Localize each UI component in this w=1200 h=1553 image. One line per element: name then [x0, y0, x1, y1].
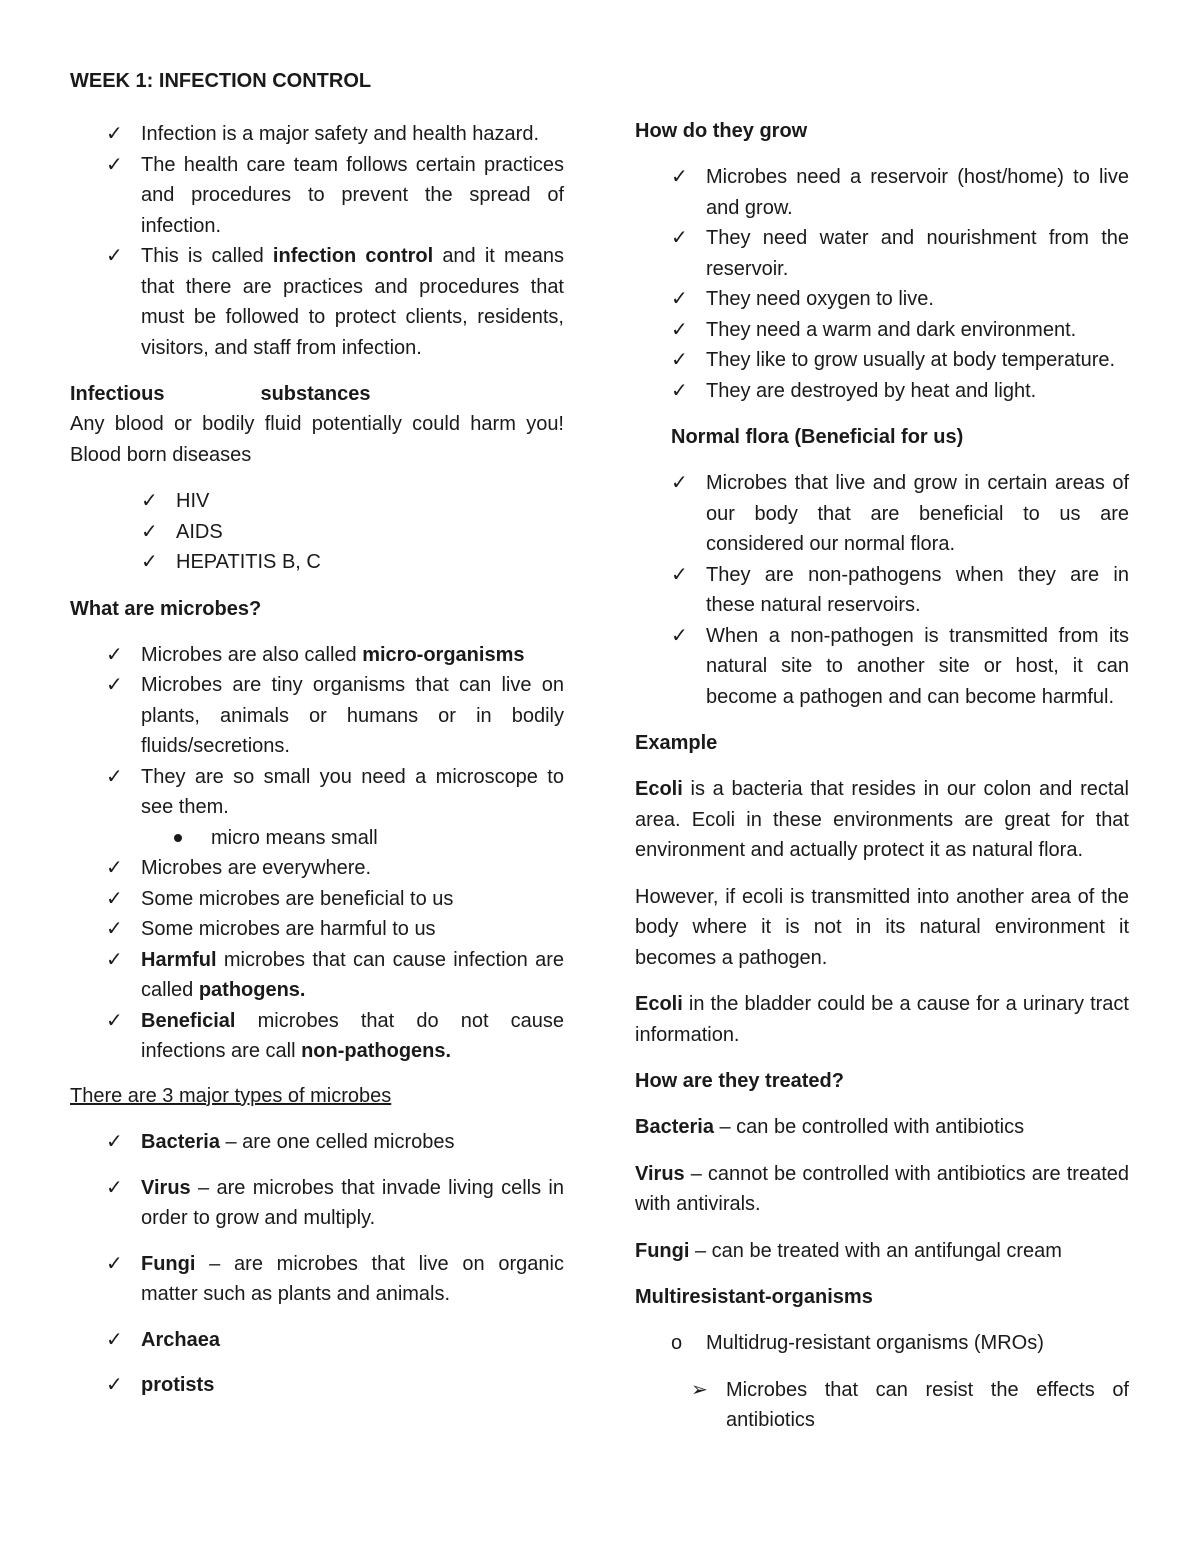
list-item: ✓ HEPATITIS B, C	[70, 547, 564, 578]
intro-list	[70, 119, 564, 363]
check-icon: ✓	[671, 624, 688, 647]
list-item: ✓ Infection is a major safety and health hazard.	[70, 119, 564, 150]
list-item: ✓ Some microbes are harmful to us	[70, 914, 564, 945]
check-icon: ✓	[106, 245, 123, 267]
list-item: ✓ Microbes are also called micro-organisms	[70, 640, 564, 671]
check-icon: ✓	[671, 227, 688, 249]
list-item: ✓ Archaea	[70, 1325, 564, 1356]
list-item: ✓ Microbes need a reservoir (host/home) to live and grow.	[635, 162, 1129, 223]
list-item: ✓ They need oxygen to live.	[635, 284, 1129, 315]
check-icon: ✓	[671, 472, 688, 494]
check-icon: ✓	[106, 1131, 123, 1153]
check-icon: ✓	[671, 349, 688, 371]
check-icon: ✓	[671, 318, 688, 341]
check-icon: ✓	[106, 153, 123, 176]
infectious-text: Any blood or bodily fluid potentially could harm you! Blood born diseases	[70, 413, 564, 466]
example-heading: Example	[635, 732, 718, 754]
example-paragraph: However, if ecoli is transmitted into another area of the body where it is not in its natural environment it becomes a pathogen.	[635, 885, 1129, 969]
bullet-icon	[174, 834, 182, 842]
microbes-heading: What are microbes?	[70, 597, 262, 620]
check-icon: ✓	[106, 643, 123, 666]
list-item: ✓ AIDS	[70, 517, 564, 548]
list-item: ✓ protists	[70, 1370, 564, 1401]
list-item: ✓ This is called infection control and it means that there are practices and procedures that must be followed to protect clients, residents, visitors, and staff from infection.	[70, 241, 564, 363]
list-item: ✓ They need water and nourishment from the reservoir.	[635, 223, 1129, 284]
types-list	[70, 1127, 564, 1401]
check-icon: ✓	[106, 948, 123, 971]
list-item: ✓ They are non-pathogens when they are in these natural reservoirs.	[635, 560, 1129, 621]
check-icon: ✓	[106, 857, 123, 879]
check-icon: ✓	[106, 1009, 123, 1032]
check-icon: ✓	[106, 674, 123, 696]
check-icon: ✓	[141, 520, 158, 543]
list-item: ✓ Microbes that live and grow in certain areas of our body that are beneficial to us are considered our normal flora.	[635, 468, 1129, 560]
check-icon: ✓	[671, 288, 688, 310]
list-item: ✓ HIV	[70, 486, 564, 517]
types-heading: There are 3 major types of microbes	[70, 1084, 392, 1107]
page-title: WEEK 1: INFECTION CONTROL	[70, 70, 372, 92]
sub-list-item: micro means small	[70, 823, 564, 854]
check-icon: ✓	[106, 123, 123, 145]
disease-list	[70, 486, 564, 578]
list-item: ✓ They are so small you need a microscope to see them.	[70, 762, 564, 823]
check-icon: ✓	[106, 1252, 123, 1275]
check-icon: ✓	[141, 490, 158, 512]
check-icon: ✓	[671, 379, 688, 402]
infectious-heading: Infectious substances	[70, 383, 371, 405]
list-item: ✓ They are destroyed by heat and light.	[635, 376, 1129, 407]
mro-heading: Multiresistant-organisms	[635, 1286, 873, 1308]
right-column	[635, 116, 1129, 1436]
flora-heading: Normal flora (Beneficial for us)	[671, 426, 964, 448]
treatment-paragraph: Virus – cannot be controlled with antibiotics are treated with antivirals.	[635, 1162, 1129, 1215]
treatment-paragraph: Fungi – can be treated with an antifungal cream	[635, 1239, 1062, 1262]
flora-list	[635, 468, 1129, 712]
grow-heading: How do they grow	[635, 120, 808, 142]
treated-heading: How are they treated?	[635, 1070, 844, 1092]
list-item: o Multidrug-resistant organisms (MROs)	[635, 1328, 1129, 1359]
list-item: ✓ Microbes are tiny organisms that can live on plants, animals or humans or in bodily fluids/secretions.	[70, 670, 564, 762]
list-item: ✓ They like to grow usually at body temperature.	[635, 345, 1129, 376]
list-item: ✓ Some microbes are beneficial to us	[70, 884, 564, 915]
list-item: ✓ When a non-pathogen is transmitted from its natural site to another site or host, it can become a pathogen and can become harmful.	[635, 621, 1129, 713]
left-column	[70, 70, 564, 1417]
check-icon: ✓	[141, 551, 158, 573]
example-paragraph: Ecoli is a bacteria that resides in our colon and rectal area. Ecoli in these environments are great for that environment and actually protect it as natural flora.	[635, 778, 1129, 861]
grow-list	[635, 162, 1129, 406]
check-icon: ✓	[106, 765, 123, 788]
check-icon: ✓	[106, 887, 123, 910]
example-paragraph: Ecoli in the bladder could be a cause for a urinary tract information.	[635, 993, 1129, 1046]
check-icon: ✓	[106, 1374, 123, 1396]
check-icon: ✓	[671, 166, 688, 188]
list-item: ✓ Harmful microbes that can cause infection are called pathogens.	[70, 945, 564, 1006]
treatment-paragraph: Bacteria – can be controlled with antibiotics	[635, 1116, 1025, 1138]
list-item: ✓ Virus – are microbes that invade living cells in order to grow and multiply.	[70, 1173, 564, 1234]
check-icon: ✓	[106, 1176, 123, 1199]
list-item: ✓ They need a warm and dark environment.	[635, 315, 1129, 346]
check-icon: ✓	[106, 1328, 123, 1351]
arrow-bullet-icon: ➢	[691, 1378, 708, 1401]
sub-list-item: ➢ Microbes that can resist the effects of antibiotics	[635, 1375, 1129, 1436]
circle-bullet-icon: o	[671, 1332, 683, 1354]
microbes-list	[70, 640, 564, 1067]
list-item: ✓ Microbes are everywhere.	[70, 853, 564, 884]
list-item: ✓ Fungi – are microbes that live on organic matter such as plants and animals.	[70, 1249, 564, 1310]
list-item: ✓ The health care team follows certain practices and procedures to prevent the spread of infection.	[70, 150, 564, 242]
check-icon: ✓	[106, 918, 123, 940]
list-item: ✓ Beneficial microbes that do not cause infections are call non-pathogens.	[70, 1006, 564, 1067]
list-item: ✓ Bacteria – are one celled microbes	[70, 1127, 564, 1158]
check-icon: ✓	[671, 563, 688, 586]
